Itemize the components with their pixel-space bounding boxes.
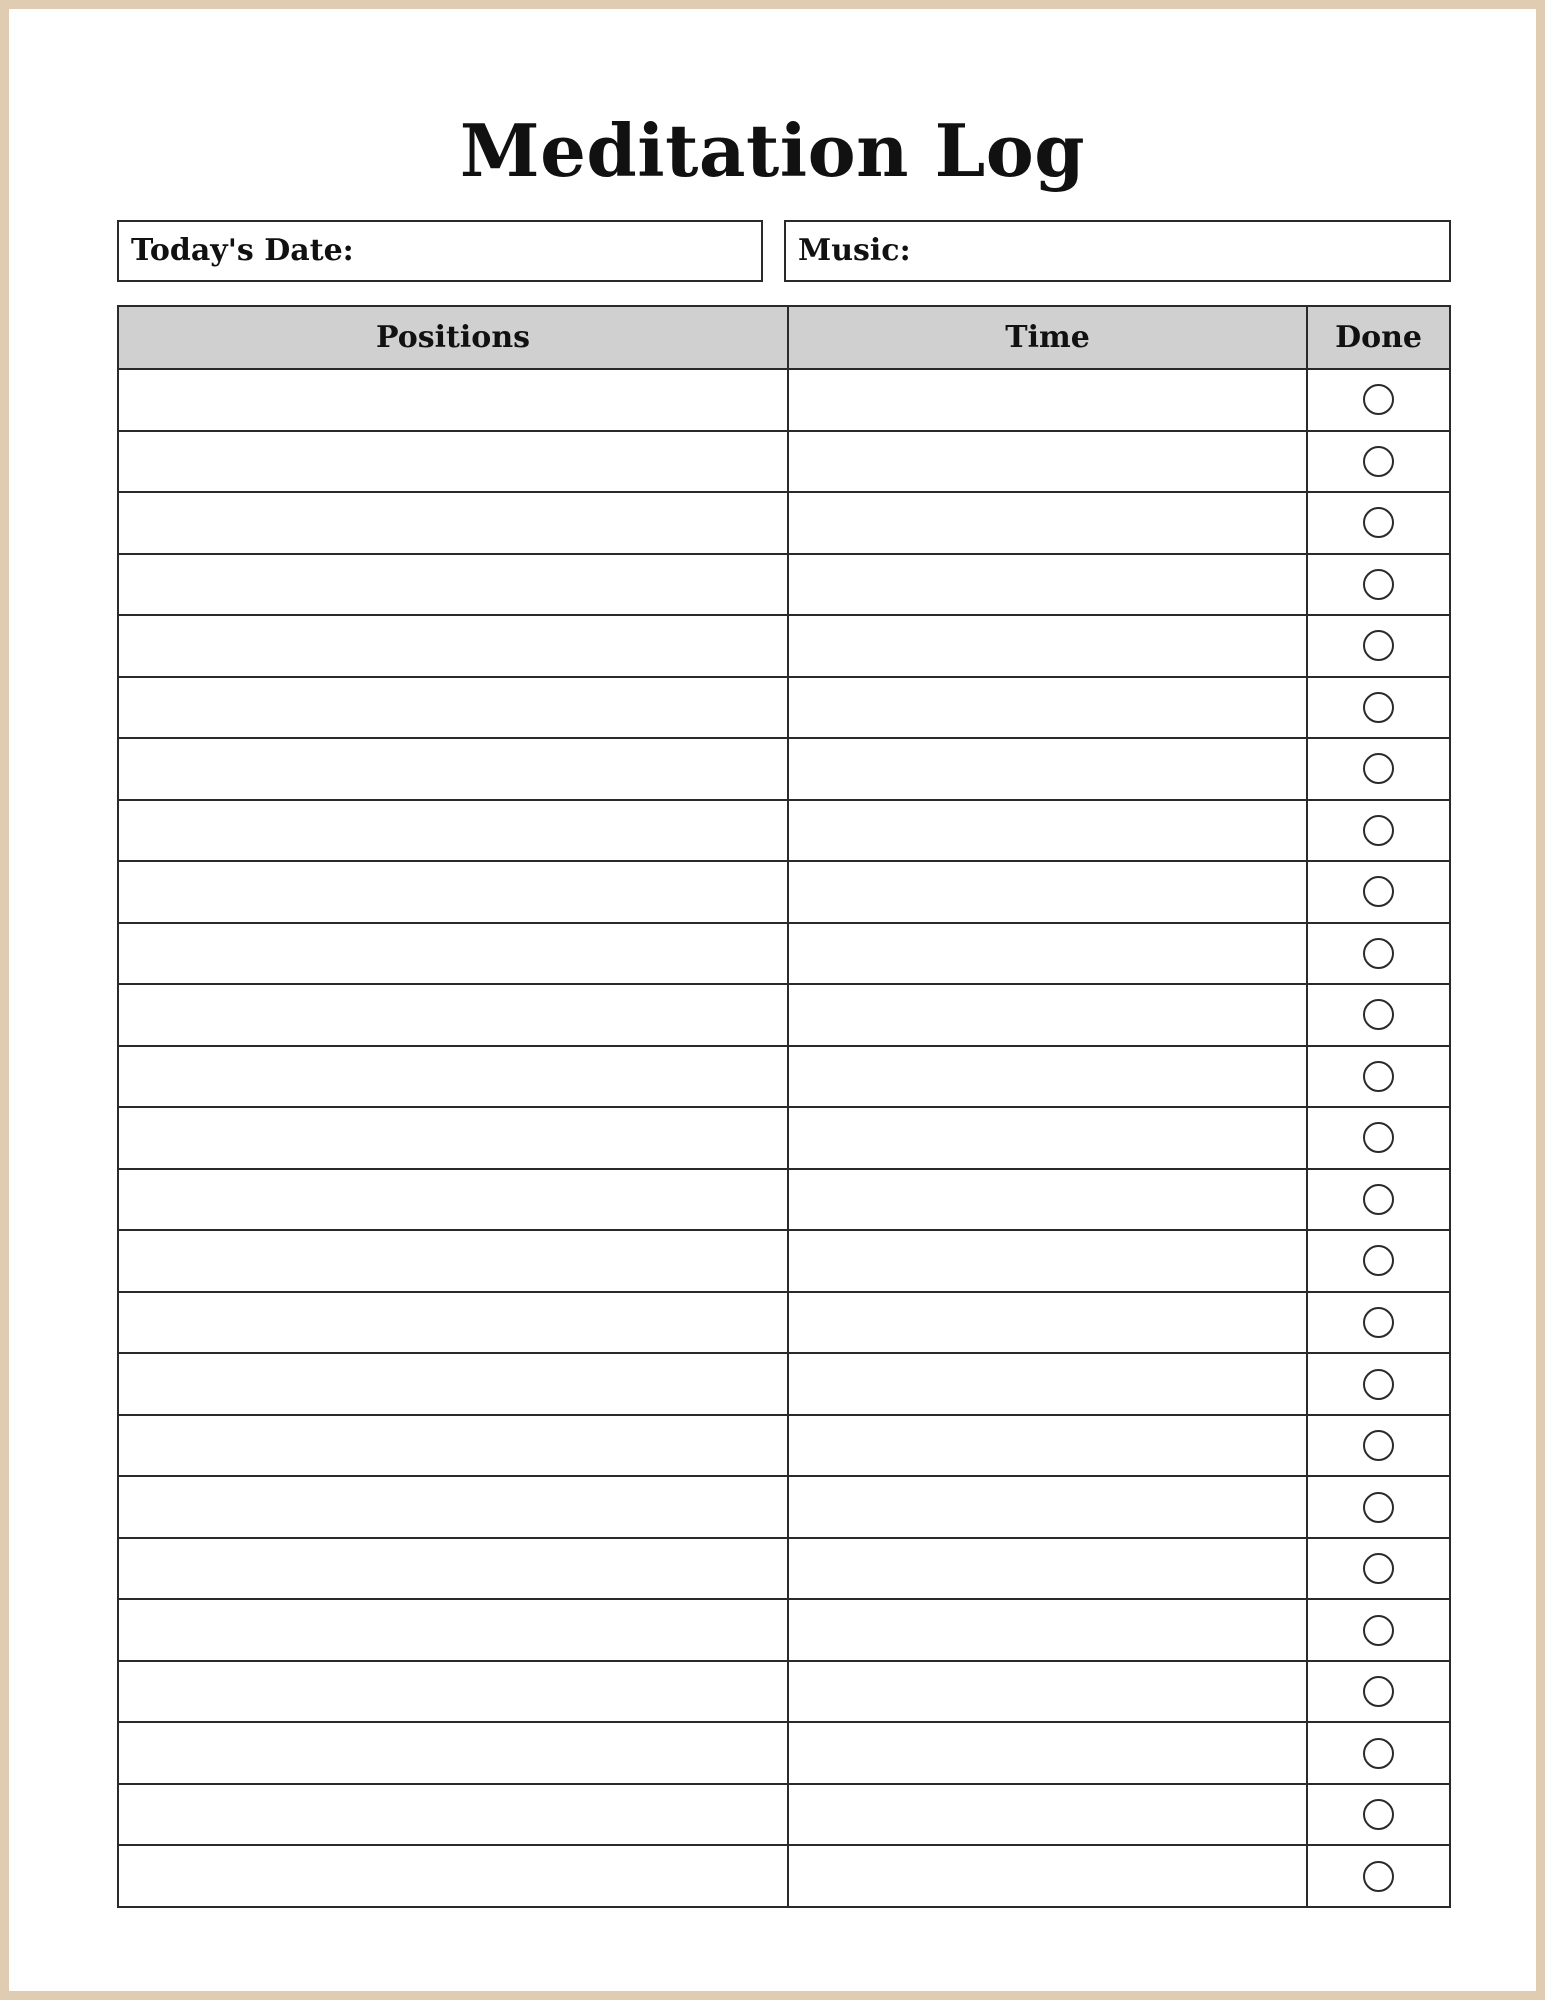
circle-checkbox-icon[interactable]	[1363, 815, 1394, 846]
done-cell	[1307, 1292, 1450, 1354]
done-cell	[1307, 1169, 1450, 1231]
done-cell	[1307, 738, 1450, 800]
circle-checkbox-icon[interactable]	[1363, 1061, 1394, 1092]
positions-cell[interactable]	[118, 615, 788, 677]
header-time: Time	[788, 306, 1307, 369]
positions-cell[interactable]	[118, 1661, 788, 1723]
done-cell	[1307, 1722, 1450, 1784]
table-row	[118, 554, 1450, 616]
time-cell[interactable]	[788, 800, 1307, 862]
positions-cell[interactable]	[118, 1476, 788, 1538]
table-row	[118, 1292, 1450, 1354]
time-cell[interactable]	[788, 1415, 1307, 1477]
circle-checkbox-icon[interactable]	[1363, 446, 1394, 477]
time-cell[interactable]	[788, 1107, 1307, 1169]
circle-checkbox-icon[interactable]	[1363, 1430, 1394, 1461]
done-cell	[1307, 431, 1450, 493]
header-positions: Positions	[118, 306, 788, 369]
time-cell[interactable]	[788, 1230, 1307, 1292]
positions-cell[interactable]	[118, 554, 788, 616]
time-cell[interactable]	[788, 861, 1307, 923]
positions-cell[interactable]	[118, 1538, 788, 1600]
circle-checkbox-icon[interactable]	[1363, 1307, 1394, 1338]
done-cell	[1307, 984, 1450, 1046]
circle-checkbox-icon[interactable]	[1363, 1861, 1394, 1892]
circle-checkbox-icon[interactable]	[1363, 1738, 1394, 1769]
positions-cell[interactable]	[118, 1230, 788, 1292]
table-row	[118, 1845, 1450, 1907]
time-cell[interactable]	[788, 615, 1307, 677]
circle-checkbox-icon[interactable]	[1363, 1369, 1394, 1400]
table-row	[118, 1230, 1450, 1292]
circle-checkbox-icon[interactable]	[1363, 1245, 1394, 1276]
positions-cell[interactable]	[118, 1292, 788, 1354]
table-row	[118, 1599, 1450, 1661]
done-cell	[1307, 1538, 1450, 1600]
circle-checkbox-icon[interactable]	[1363, 692, 1394, 723]
positions-cell[interactable]	[118, 984, 788, 1046]
table-row	[118, 1476, 1450, 1538]
time-cell[interactable]	[788, 738, 1307, 800]
positions-cell[interactable]	[118, 677, 788, 739]
music-label: Music:	[798, 233, 911, 268]
music-field[interactable]	[784, 220, 1451, 282]
done-cell	[1307, 1845, 1450, 1907]
circle-checkbox-icon[interactable]	[1363, 507, 1394, 538]
time-cell[interactable]	[788, 677, 1307, 739]
done-cell	[1307, 1415, 1450, 1477]
done-cell	[1307, 1784, 1450, 1846]
table-row	[118, 1784, 1450, 1846]
time-cell[interactable]	[788, 1046, 1307, 1108]
table-row	[118, 1046, 1450, 1108]
page-title: Meditation Log	[459, 108, 1086, 193]
positions-cell[interactable]	[118, 431, 788, 493]
table-row	[118, 1538, 1450, 1600]
time-cell[interactable]	[788, 1476, 1307, 1538]
positions-cell[interactable]	[118, 861, 788, 923]
done-cell	[1307, 677, 1450, 739]
positions-cell[interactable]	[118, 369, 788, 431]
circle-checkbox-icon[interactable]	[1363, 1492, 1394, 1523]
circle-checkbox-icon[interactable]	[1363, 938, 1394, 969]
circle-checkbox-icon[interactable]	[1363, 999, 1394, 1030]
positions-cell[interactable]	[118, 1107, 788, 1169]
table-row	[118, 1353, 1450, 1415]
table-header-row	[118, 306, 1450, 369]
circle-checkbox-icon[interactable]	[1363, 1676, 1394, 1707]
todays-date-label: Today's Date:	[131, 233, 354, 268]
time-cell[interactable]	[788, 1661, 1307, 1723]
circle-checkbox-icon[interactable]	[1363, 753, 1394, 784]
table-row	[118, 1169, 1450, 1231]
time-cell[interactable]	[788, 923, 1307, 985]
done-cell	[1307, 923, 1450, 985]
done-cell	[1307, 1353, 1450, 1415]
time-cell[interactable]	[788, 431, 1307, 493]
circle-checkbox-icon[interactable]	[1363, 630, 1394, 661]
time-cell[interactable]	[788, 1169, 1307, 1231]
done-cell	[1307, 1046, 1450, 1108]
header-done: Done	[1307, 306, 1450, 369]
done-cell	[1307, 1107, 1450, 1169]
done-cell	[1307, 800, 1450, 862]
done-cell	[1307, 1661, 1450, 1723]
table-row	[118, 738, 1450, 800]
table-row	[118, 1722, 1450, 1784]
done-cell	[1307, 1230, 1450, 1292]
time-cell[interactable]	[788, 1845, 1307, 1907]
table-row	[118, 923, 1450, 985]
meditation-table	[117, 305, 1451, 1908]
time-cell[interactable]	[788, 492, 1307, 554]
table-row	[118, 861, 1450, 923]
positions-cell[interactable]	[118, 1722, 788, 1784]
done-cell	[1307, 861, 1450, 923]
done-cell	[1307, 369, 1450, 431]
table-row	[118, 984, 1450, 1046]
table-row	[118, 677, 1450, 739]
circle-checkbox-icon[interactable]	[1363, 1122, 1394, 1153]
time-cell[interactable]	[788, 1784, 1307, 1846]
positions-cell[interactable]	[118, 738, 788, 800]
todays-date-field[interactable]	[117, 220, 763, 282]
time-cell[interactable]	[788, 984, 1307, 1046]
time-cell[interactable]	[788, 1722, 1307, 1784]
positions-cell[interactable]	[118, 1845, 788, 1907]
table-body	[118, 369, 1450, 1907]
circle-checkbox-icon[interactable]	[1363, 1184, 1394, 1215]
time-cell[interactable]	[788, 1538, 1307, 1600]
time-cell[interactable]	[788, 1599, 1307, 1661]
positions-cell[interactable]	[118, 1169, 788, 1231]
table-row	[118, 615, 1450, 677]
circle-checkbox-icon[interactable]	[1363, 569, 1394, 600]
done-cell	[1307, 554, 1450, 616]
done-cell	[1307, 1476, 1450, 1538]
positions-cell[interactable]	[118, 1784, 788, 1846]
table-row	[118, 1415, 1450, 1477]
time-cell[interactable]	[788, 1292, 1307, 1354]
table-row	[118, 1107, 1450, 1169]
positions-cell[interactable]	[118, 1415, 788, 1477]
table-row	[118, 800, 1450, 862]
circle-checkbox-icon[interactable]	[1363, 384, 1394, 415]
circle-checkbox-icon[interactable]	[1363, 1553, 1394, 1584]
positions-cell[interactable]	[118, 492, 788, 554]
positions-cell[interactable]	[118, 800, 788, 862]
done-cell	[1307, 615, 1450, 677]
table-row	[118, 431, 1450, 493]
table-row	[118, 1661, 1450, 1723]
circle-checkbox-icon[interactable]	[1363, 876, 1394, 907]
table-row	[118, 369, 1450, 431]
positions-cell[interactable]	[118, 1599, 788, 1661]
table-row	[118, 492, 1450, 554]
time-cell[interactable]	[788, 1353, 1307, 1415]
done-cell	[1307, 1599, 1450, 1661]
positions-cell[interactable]	[118, 1353, 788, 1415]
time-cell[interactable]	[788, 554, 1307, 616]
done-cell	[1307, 492, 1450, 554]
circle-checkbox-icon[interactable]	[1363, 1615, 1394, 1646]
time-cell[interactable]	[788, 369, 1307, 431]
circle-checkbox-icon[interactable]	[1363, 1799, 1394, 1830]
positions-cell[interactable]	[118, 1046, 788, 1108]
positions-cell[interactable]	[118, 923, 788, 985]
